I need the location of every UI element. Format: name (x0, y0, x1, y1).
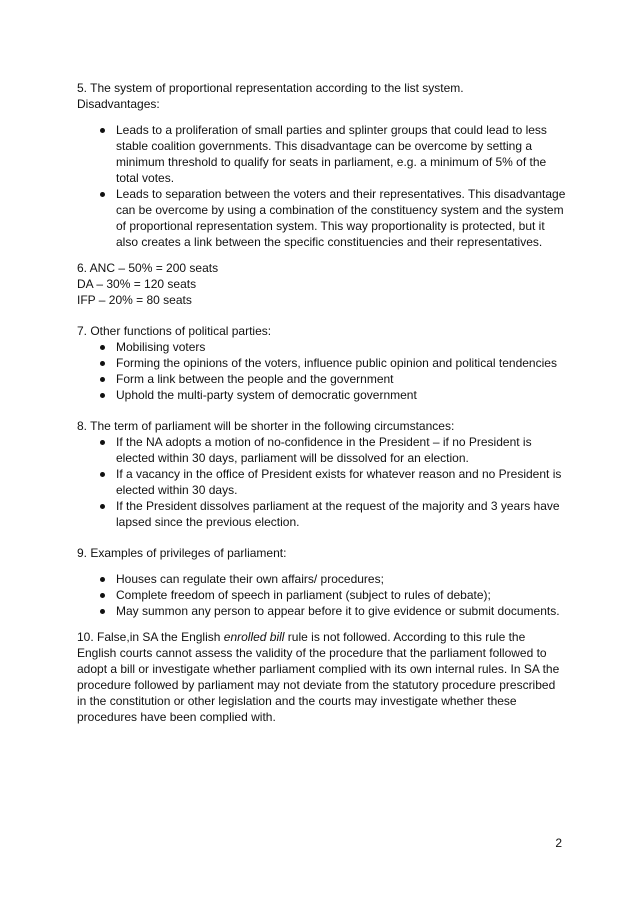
list-item: May summon any person to appear before it to give evidence or submit documents. (77, 603, 567, 619)
list-item: Forming the opinions of the voters, influence public opinion and political tendencies (77, 355, 567, 371)
bullet-icon (100, 393, 105, 398)
list-item: Uphold the multi-party system of democratic government (77, 387, 567, 403)
bullet-icon (100, 609, 105, 614)
list-item: If the President dissolves parliament at the request of the majority and 3 years have lapsed since the previous election. (77, 498, 567, 530)
section-10-paragraph: 10. False,in SA the English enrolled bill rule is not followed. According to this rule the English courts cannot assess the validity of the procedure that the parliament followed to adopt a bill or investigate whether parliament complied with its own internal rules. In SA the procedure followed by parliament may not deviate from the statutory procedure prescribed in the constitution or other legislation and the courts may investigate whether these procedures have been complied with. (77, 630, 560, 724)
bullet-icon (100, 472, 105, 477)
bullet-icon (100, 504, 105, 509)
bullet-icon (100, 440, 105, 445)
section-9-list (77, 571, 567, 619)
section-8-heading: 8. The term of parliament will be shorter in the following circumstances: (77, 419, 455, 433)
bullet-icon (100, 593, 105, 598)
section-9-heading: 9. Examples of privileges of parliament: (77, 546, 287, 560)
section-7-heading: 7. Other functions of political parties: (77, 324, 272, 338)
section-8 (77, 418, 567, 530)
seat-line: 6. ANC – 50% = 200 seats (77, 261, 219, 275)
list-item: If the NA adopts a motion of no-confidence in the President – if no President is elected within 30 days, parliament will be dissolved for an election. (77, 434, 567, 466)
bullet-icon (100, 361, 105, 366)
section-7-list (77, 339, 567, 403)
list-item: Mobilising voters (77, 339, 567, 355)
list-item: If a vacancy in the office of President exists for whatever reason and no President is elected within 30 days. (77, 466, 567, 498)
seat-line: DA – 30% = 120 seats (77, 277, 197, 291)
bullet-icon (100, 577, 105, 582)
section-7 (77, 323, 567, 403)
section-8-list (77, 434, 567, 530)
bullet-icon (100, 192, 105, 197)
seat-line: IFP – 20% = 80 seats (77, 293, 192, 307)
section-5-heading: 5. The system of proportional representation according to the list system. (77, 81, 464, 95)
list-item: Leads to separation between the voters and their representatives. This disadvantage can be overcome by using a combination of the constituency system and the system of proportional representation system. This way proportionality is protected, but it also creates a link between the specific constituencies and their representatives. (77, 186, 567, 250)
list-item: Complete freedom of speech in parliament (subject to rules of debate); (77, 587, 567, 603)
section-10 (77, 629, 567, 725)
list-item: Houses can regulate their own affairs/ procedures; (77, 571, 567, 587)
list-item: Form a link between the people and the government (77, 371, 567, 387)
bullet-icon (100, 377, 105, 382)
bullet-icon (100, 128, 105, 133)
section-5-subheading: Disadvantages: (77, 97, 160, 111)
section-5-list (77, 122, 567, 250)
page-number: 2 (555, 836, 562, 850)
section-5 (77, 80, 567, 250)
enrolled-bill-term: enrolled bill (223, 630, 285, 644)
section-6 (77, 260, 567, 308)
list-item: Leads to a proliferation of small parties and splinter groups that could lead to less stable coalition governments. This disadvantage can be overcome by setting a minimum threshold to qualify for seats in parliament, e.g. a minimum of 5% of the total votes. (77, 122, 567, 186)
section-9 (77, 545, 567, 619)
bullet-icon (100, 345, 105, 350)
document-page (77, 80, 567, 725)
